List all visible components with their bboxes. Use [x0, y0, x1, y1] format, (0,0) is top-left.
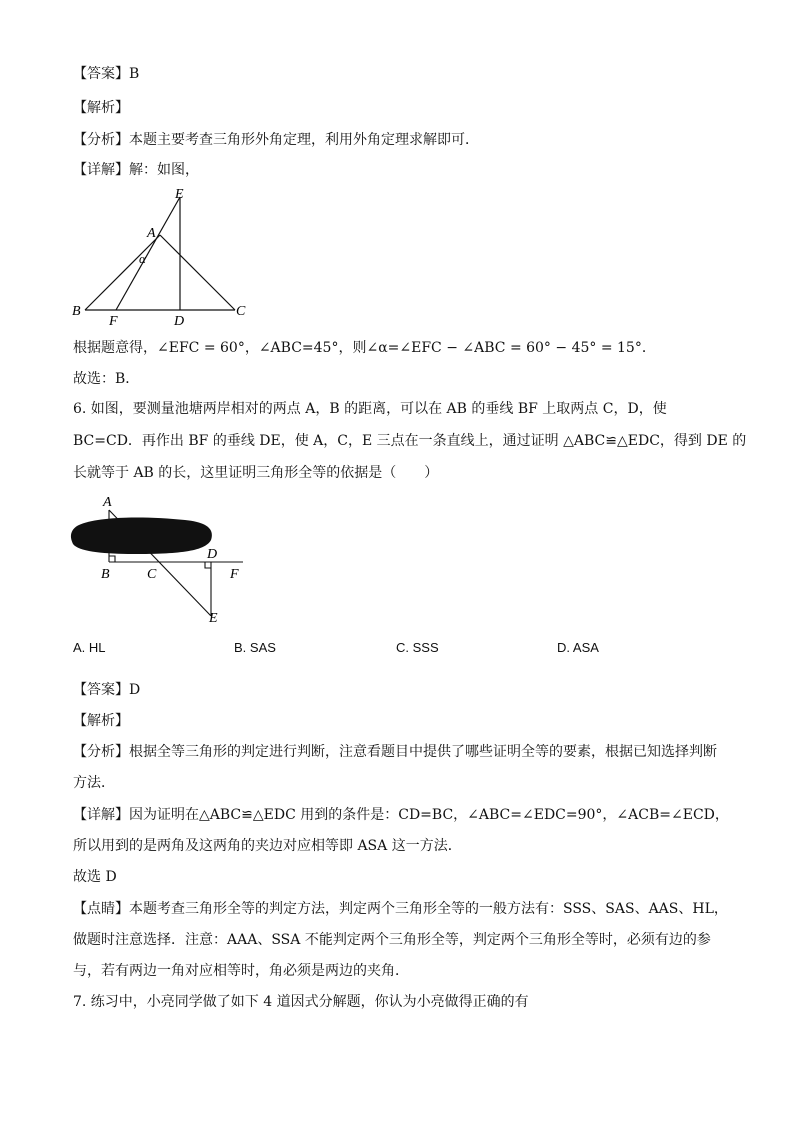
- q6-option-a: A. HL: [73, 640, 106, 655]
- q5-analysis-label: 【解析】: [73, 100, 129, 116]
- q5-fenxi: 【分析】本题主要考查三角形外角定理，利用外角定理求解即可．: [73, 132, 479, 148]
- label-c: C: [147, 567, 157, 582]
- label-f: F: [230, 567, 239, 582]
- q5-calc: 根据题意得，∠EFC = 60°，∠ABC=45°，则∠α=∠EFC − ∠ABC = 60° − 45° = 15°．: [73, 340, 656, 356]
- label-b: B: [72, 304, 81, 319]
- q6-option-d: D. ASA: [557, 640, 599, 655]
- q5-xiangjie: 【详解】解：如图，: [73, 162, 199, 178]
- q6-fenxi-line2: 方法．: [73, 775, 115, 791]
- label-f: F: [109, 314, 118, 329]
- q6-fenxi-line1: 【分析】根据全等三角形的判定进行判断，注意看题目中提供了哪些证明全等的要素，根据已知选择判断: [73, 744, 717, 760]
- q5-choose: 故选：B．: [73, 371, 140, 387]
- q5-triangle-figure: [60, 180, 270, 330]
- q5-answer: 【答案】B: [73, 66, 140, 82]
- label-alpha: α: [139, 251, 146, 266]
- q6-option-c: C. SSS: [396, 640, 439, 655]
- right-angle-b: [109, 556, 115, 562]
- line-ac: [160, 235, 235, 310]
- q6-stem-line3: 长就等于 AB 的长，这里证明三角形全等的依据是（ ）: [73, 465, 439, 481]
- q6-option-b: B. SAS: [234, 640, 276, 655]
- label-e: E: [175, 187, 184, 202]
- label-a: A: [147, 226, 156, 241]
- q6-xiangjie-line2: 所以用到的是两角及这两角的夹边对应相等即 ASA 这一方法．: [73, 838, 462, 854]
- label-c: C: [236, 304, 246, 319]
- q6-dianjing-line2: 做题时注意选择．注意：AAA、SSA 不能判定两个三角形全等，判定两个三角形全等时，必须有边的参: [73, 932, 711, 948]
- line-ef: [116, 197, 180, 310]
- label-e: E: [209, 611, 218, 626]
- q6-dianjing-line1: 【点睛】本题考查三角形全等的判定方法，判定两个三角形全等的一般方法有：SSS、SAS、AAS、HL，: [73, 901, 728, 917]
- q6-stem-line2: BC=CD．再作出 BF 的垂线 DE，使 A，C，E 三点在一条直线上，通过证明 △ABC≌△EDC，得到 DE 的: [73, 433, 747, 449]
- q6-dianjing-line3: 与，若有两边一角对应相等时，角必须是两边的夹角．: [73, 963, 409, 979]
- label-d: D: [207, 547, 218, 562]
- q6-pond-figure: [65, 490, 255, 630]
- label-d: D: [174, 314, 185, 329]
- q6-xiangjie-line1: 【详解】因为证明在△ABC≌△EDC 用到的条件是：CD=BC，∠ABC=∠EDC=90°，∠ACB=∠ECD，: [73, 807, 729, 823]
- q7-stem: 7. 练习中，小亮同学做了如下 4 道因式分解题，你认为小亮做得正确的有: [73, 994, 529, 1010]
- right-angle-d: [205, 562, 211, 568]
- q6-choose: 故选 D: [73, 869, 117, 885]
- q6-analysis-label: 【解析】: [73, 713, 129, 729]
- label-a: A: [103, 495, 112, 510]
- q6-answer: 【答案】D: [73, 682, 141, 698]
- pond-blot: [71, 518, 212, 554]
- q6-stem-line1: 6. 如图，要测量池塘两岸相对的两点 A，B 的距离，可以在 AB 的垂线 BF 上取两点 C，D，使: [73, 401, 667, 417]
- label-b: B: [101, 567, 110, 582]
